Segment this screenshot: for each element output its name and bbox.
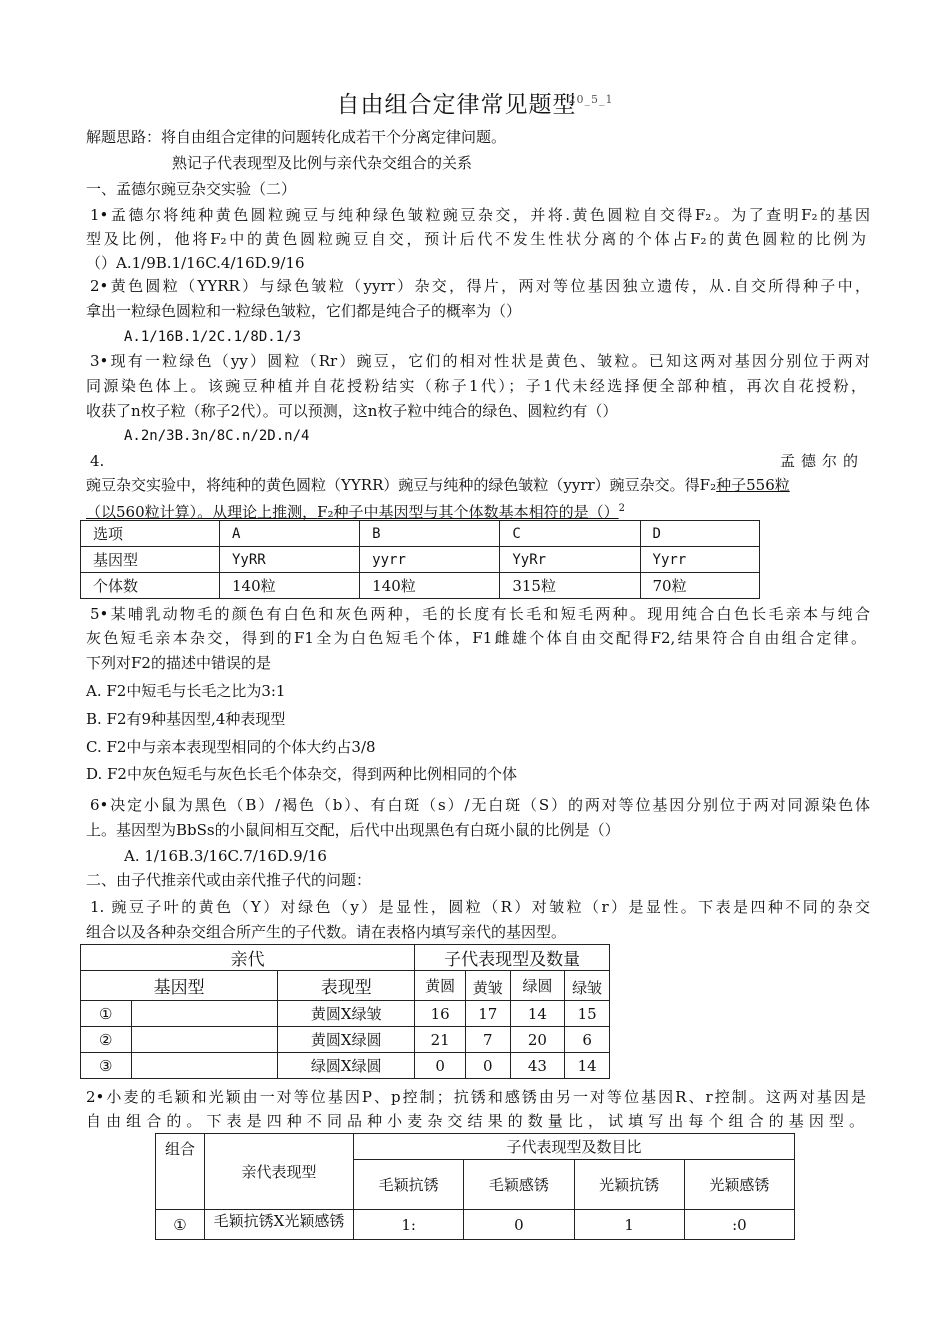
parent-header: 亲代 [81, 945, 415, 971]
table-cell: 70粒 [640, 573, 759, 599]
q3-options: A.2n/3B.3n/8C.n/2D.n/4 [124, 428, 310, 444]
value-cell: 21 [415, 1027, 466, 1053]
table-cell: YyRr [500, 547, 640, 573]
phenotype-cell: 黄圆X绿皱 [278, 1001, 415, 1027]
table-cell: B [360, 521, 500, 547]
row-number: ③ [81, 1053, 132, 1079]
phenotype-header: 表现型 [278, 971, 415, 1001]
offspring-header: 子代表现型及数目比 [354, 1134, 795, 1160]
q2-line-2: 拿出一粒绿色圆粒和一粒绿色皱粒，它们都是纯合子的概率为（） [86, 302, 522, 320]
q2-options: A.1/16B.1/2C.1/8D.1/3 [124, 329, 302, 345]
phenotype-cell: 毛颖抗锈X光颖感锈 [213, 1211, 345, 1230]
table-row [81, 521, 760, 547]
col-header: 光颖抗锈 [574, 1160, 684, 1210]
phenotype-cell: 绿圆X绿圆 [278, 1053, 415, 1079]
genotype-blank[interactable] [131, 1027, 278, 1053]
q4-name: 孟德尔的 [780, 452, 865, 470]
cross-table [80, 944, 610, 1079]
table-row [156, 1134, 795, 1160]
genotype-blank[interactable] [131, 1053, 278, 1079]
col-header: 黄皱 [472, 978, 503, 995]
table-row [81, 1027, 610, 1053]
value-cell: 16 [415, 1001, 466, 1027]
offspring-header: 子代表现型及数量 [415, 945, 610, 971]
q3-line-2: 同源染色体上。该豌豆种植并自花授粉结实（称子1代）；子1代未经选择便全部种植，再次自花授粉， [86, 377, 866, 395]
q5-option-b: B. F2有9种基因型,4种表现型 [86, 710, 286, 728]
q5-line-2: 灰色短毛亲本杂交，得到的F1全为白色短毛个体，F1雌雄个体自由交配得F2,结果符合自由组合定律。 [86, 629, 866, 647]
value-cell: 14 [510, 1001, 565, 1027]
row-number: ① [156, 1210, 205, 1240]
intro-line-1: 解题思路：将自由组合定律的问题转化成若干个分离定律问题。 [86, 128, 507, 146]
table-row [81, 971, 610, 1001]
q6-line-1: 6•决定小鼠为黑色（B）/褐色（b）、有白斑（s）/无白斑（S）的两对等位基因分别位于两对同源染色体 [90, 796, 870, 814]
q3-line-3: 收获了n枚子粒（称子2代）。可以预测，这n枚子粒中纯合的绿色、圆粒约有（） [86, 402, 618, 420]
col-header: 光颖感锈 [684, 1160, 794, 1210]
table-row [81, 945, 610, 971]
col-header: 绿圆 [510, 971, 565, 1001]
value-cell: 43 [510, 1053, 565, 1079]
s2-q2-line-1: 2•小麦的毛颖和光颖由一对等位基因P、p控制；抗锈和感锈由另一对等位基因R、r控制。这两对基因是 [86, 1088, 866, 1106]
value-cell: 7 [465, 1027, 510, 1053]
options-table [80, 520, 760, 599]
col-header: 绿皱 [572, 978, 603, 995]
value-cell: 0 [465, 1053, 510, 1079]
s2-q1-line-1: 1. 豌豆子叶的黄色（Y）对绿色（y）是显性，圆粒（R）对皱粒（r）是显性。下表是四种不同的杂交 [90, 898, 870, 916]
table-row [81, 1053, 610, 1079]
s2-q2-line-2: 自由组合的。下表是四种不同品种小麦杂交结果的数量比，试填写出每个组合的基因型。 [86, 1112, 866, 1130]
q5-line-3: 下列对F2的描述中错误的是 [86, 654, 271, 672]
value-cell: 0 [464, 1210, 574, 1240]
table-cell: 315粒 [500, 573, 640, 599]
col-header: 黄圆 [415, 971, 466, 1001]
table-cell: 基因型 [81, 547, 220, 573]
group-header: 组合 [156, 1134, 205, 1210]
table-cell: YyRR [220, 547, 360, 573]
genotype-blank[interactable] [131, 1001, 278, 1027]
table-cell: 个体数 [81, 573, 220, 599]
value-cell: 1: [354, 1210, 464, 1240]
q2-line-1: 2•黄色圆粒（YYRR）与绿色皱粒（yyrr）杂交，得片，两对等位基因独立遗传，从.自交所得种子中， [90, 277, 870, 295]
table-cell: Yyrr [640, 547, 759, 573]
genotype-header: 基因型 [81, 971, 278, 1001]
q5-line-1: 5•某哺乳动物毛的颜色有白色和灰色两种，毛的长度有长毛和短毛两种。现用纯合白色长毛亲本与纯合 [90, 605, 870, 623]
table-row [156, 1210, 795, 1240]
q1-line-3: （）A.1/9B.1/16C.4/16D.9/16 [86, 254, 305, 272]
section1-heading: 一、孟德尔豌豆杂交实验（二） [86, 180, 297, 198]
q6-line-2: 上。基因型为BbSs的小鼠间相互交配，后代中出现黑色有白斑小鼠的比例是（） [86, 821, 620, 839]
table-cell: D [640, 521, 759, 547]
q1-line-2: 型及比例，他将F₂中的黄色圆粒豌豆自交，预计后代不发生性状分离的个体占F₂的黄色圆粒的比例为 [86, 230, 866, 248]
q4-line-2: 豌豆杂交实验中，将纯种的黄色圆粒（YYRR）豌豆与纯种的绿色皱粒（yyrr）豌豆杂交。得F₂种子556粒 [86, 476, 790, 494]
q5-option-d: D. F2中灰色短毛与灰色长毛个体杂交，得到两种比例相同的个体 [86, 765, 517, 783]
table-cell: 140粒 [220, 573, 360, 599]
value-cell: 17 [465, 1001, 510, 1027]
q4-line-3: （以560粒计算）。从理论上推测，F₂种子中基因型与其个体数基本相符的是（）$^2$ [86, 503, 625, 521]
page-title: 自由组合定律常见题型$^{20\_5\_1}$ [336, 92, 614, 118]
col-header: 毛颖感锈 [464, 1160, 574, 1210]
table-cell: C [500, 521, 640, 547]
table-cell: 选项 [81, 521, 220, 547]
value-cell: 15 [565, 1001, 610, 1027]
table-cell: A [220, 521, 360, 547]
section2-heading: 二、由子代推亲代或由亲代推子代的问题： [86, 871, 372, 889]
q4-number: 4. [90, 452, 105, 470]
s2-q1-line-2: 组合以及各种杂交组合所产生的子代数。请在表格内填写亲代的基因型。 [86, 923, 567, 941]
intro-line-2: 熟记子代表现型及比例与亲代杂交组合的关系 [172, 154, 473, 172]
date-fragment: 20_5_1 [568, 93, 614, 107]
table-row [81, 1001, 610, 1027]
value-cell: 0 [415, 1053, 466, 1079]
q6-options: A. 1/16B.3/16C.7/16D.9/16 [124, 847, 327, 865]
phenotype-cell: 黄圆X绿圆 [278, 1027, 415, 1053]
col-header: 毛颖抗锈 [354, 1160, 464, 1210]
table-cell: 140粒 [360, 573, 500, 599]
value-cell: 14 [565, 1053, 610, 1079]
value-cell: 1 [574, 1210, 684, 1240]
value-cell: 6 [565, 1027, 610, 1053]
wheat-table [155, 1133, 795, 1240]
table-row [81, 547, 760, 573]
value-cell: 20 [510, 1027, 565, 1053]
table-row [81, 573, 760, 599]
row-number: ② [81, 1027, 132, 1053]
q5-option-c: C. F2中与亲本表现型相同的个体大约占3/8 [86, 738, 376, 756]
q5-option-a: A. F2中短毛与长毛之比为3:1 [86, 682, 286, 700]
row-number: ① [81, 1001, 132, 1027]
q3-line-1: 3•现有一粒绿色（yy）圆粒（Rr）豌豆，它们的相对性状是黄色、皱粒。已知这两对基因分别位于两对 [90, 352, 870, 370]
value-cell: :0 [684, 1210, 794, 1240]
parent-phenotype-header: 亲代表现型 [205, 1134, 354, 1210]
table-cell: yyrr [360, 547, 500, 573]
q1-line-1: 1•孟德尔将纯种黄色圆粒豌豆与纯种绿色皱粒豌豆杂交，并将.黄色圆粒自交得F₂。为了查明F₂的基因 [90, 206, 870, 224]
